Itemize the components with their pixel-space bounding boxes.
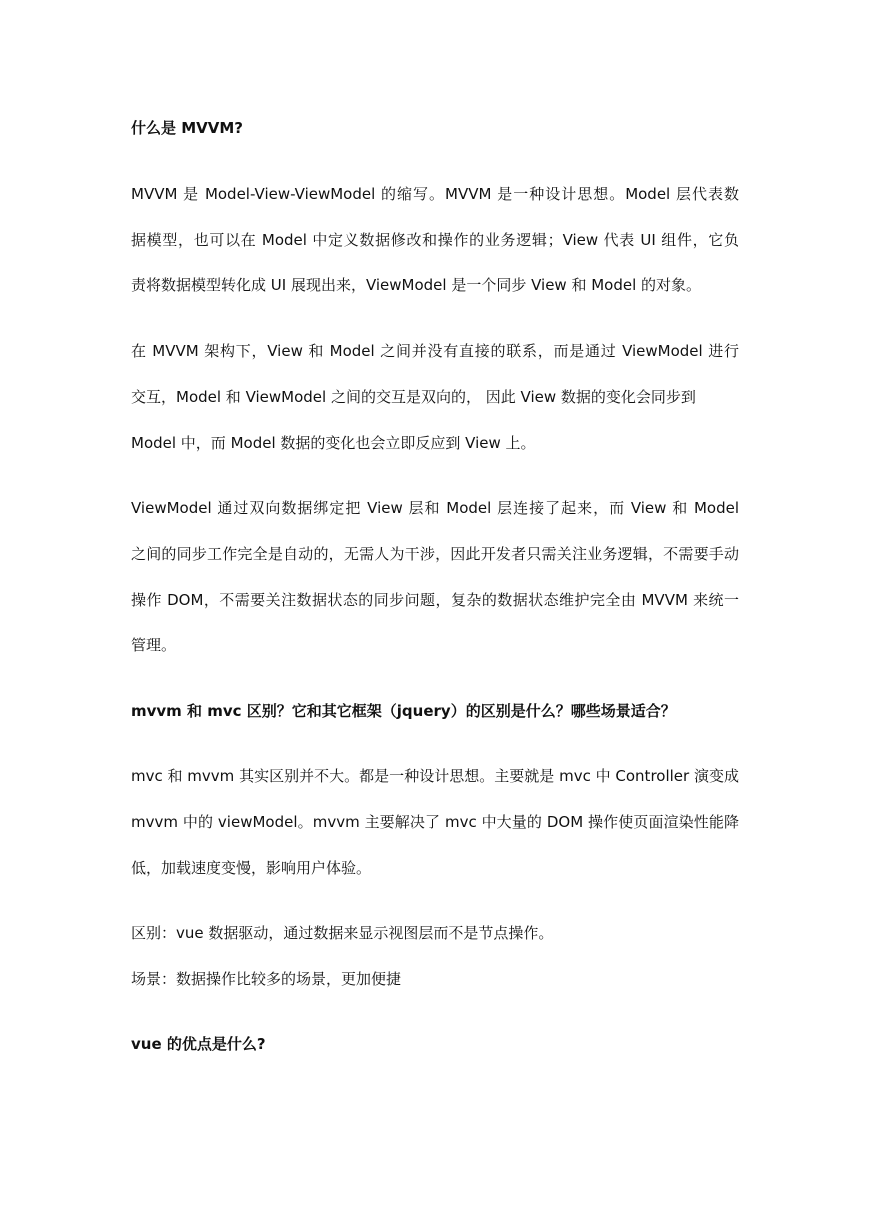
para3-line-3: 操作 DOM，不需要关注数据状态的同步问题，复杂的数据状态维护完全由 MVVM 来统一: [131, 591, 739, 609]
difference-line: 区别：vue 数据驱动，通过数据来显示视图层而不是节点操作。: [131, 924, 554, 942]
para2-line-2: 交互，Model 和 ViewModel 之间的交互是双向的， 因此 View 数据的变化会同步到: [131, 388, 696, 406]
para4-line-1: mvc 和 mvvm 其实区别并不大。都是一种设计思想。主要就是 mvc 中 Controller 演变成: [131, 767, 739, 785]
para1-line-3: 责将数据模型转化成 UI 展现出来，ViewModel 是一个同步 View 和 Model 的对象。: [131, 276, 702, 294]
para3-line-4: 管理。: [131, 636, 177, 654]
para3-line-1: ViewModel 通过双向数据绑定把 View 层和 Model 层连接了起来，而 View 和 Model: [131, 499, 739, 517]
para4-line-2: mvvm 中的 viewModel。mvvm 主要解决了 mvc 中大量的 DOM 操作使页面渲染性能降: [131, 813, 739, 831]
para1-line-1: MVVM 是 Model-View-ViewModel 的缩写。MVVM 是一种设计思想。Model 层代表数: [131, 185, 739, 203]
para4-line-3: 低，加载速度变慢，影响用户体验。: [131, 859, 372, 877]
scenario-line: 场景：数据操作比较多的场景，更加便捷: [131, 970, 402, 988]
para2-line-1: 在 MVVM 架构下，View 和 Model 之间并没有直接的联系，而是通过 ViewModel 进行: [131, 342, 739, 360]
heading-mvvm-vs-mvc: mvvm 和 mvc 区别？它和其它框架（jquery）的区别是什么？哪些场景适合？: [131, 702, 676, 720]
para2-line-3: Model 中，而 Model 数据的变化也会立即反应到 View 上。: [131, 434, 536, 452]
heading-what-is-mvvm: 什么是 MVVM?: [131, 119, 243, 137]
heading-vue-advantages: vue 的优点是什么?: [131, 1035, 266, 1053]
para3-line-2: 之间的同步工作完全是自动的，无需人为干涉，因此开发者只需关注业务逻辑，不需要手动: [131, 545, 739, 563]
para1-line-2: 据模型，也可以在 Model 中定义数据修改和操作的业务逻辑；View 代表 UI 组件，它负: [131, 231, 739, 249]
